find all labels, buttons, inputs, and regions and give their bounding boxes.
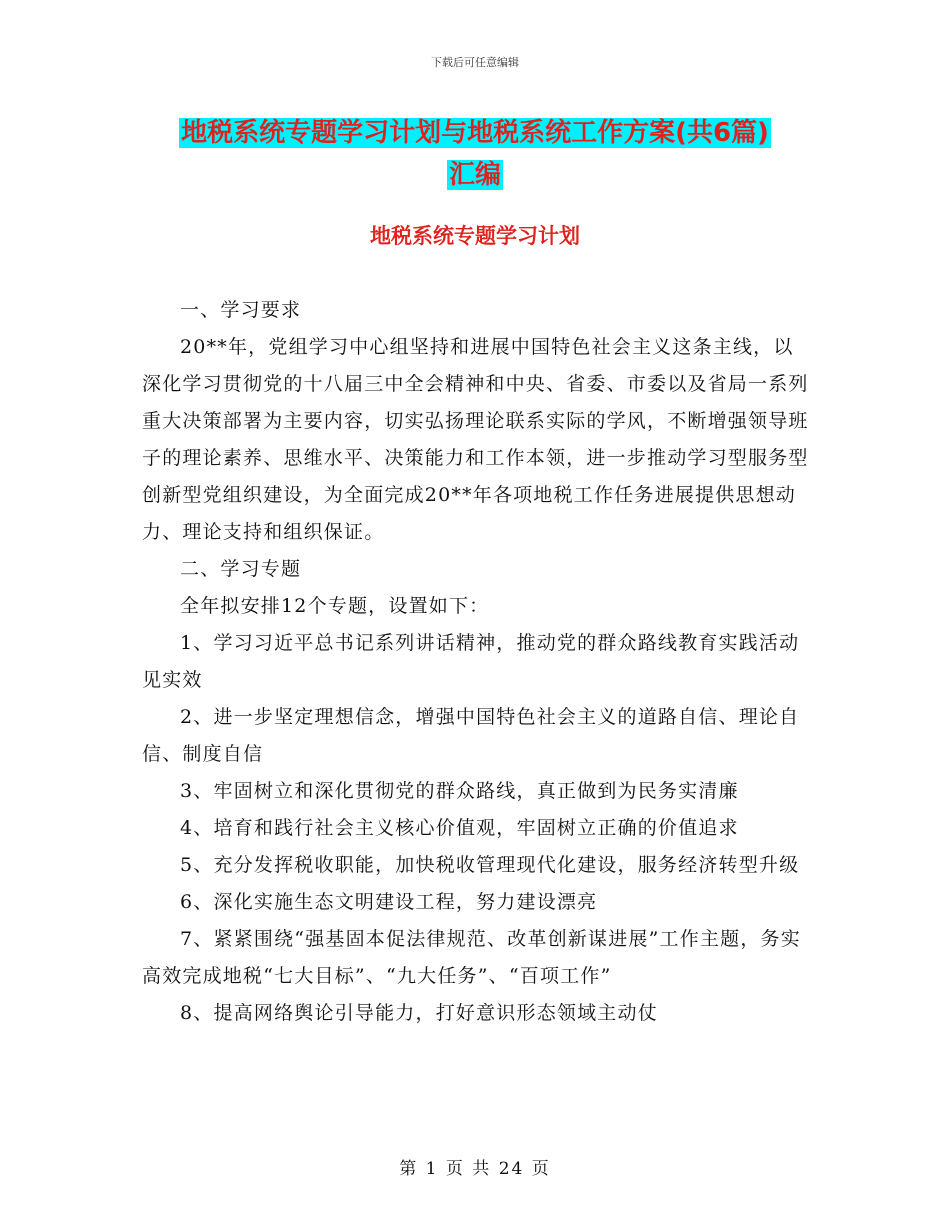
list-item: 7、紧紧围绕“强基固本促法律规范、改革创新谋进展”工作主题，务实高效完成地税“七大目标”、“九大任务”、“百项工作” — [142, 928, 801, 987]
document-title-line-2: 汇编 — [448, 160, 501, 190]
document-title — [0, 112, 950, 196]
list-item: 5、充分发挥税收职能，加快税收管理现代化建设，服务经济转型升级 — [180, 854, 800, 876]
section-title: 地税系统专题学习计划 — [370, 224, 580, 248]
paragraph-heading-requirements: 一、学习要求 — [180, 299, 302, 321]
list-item: 2、进一步坚定理想信念，增强中国特色社会主义的道路自信、理论自信、制度自信 — [142, 706, 800, 765]
list-item: 3、牢固树立和深化贯彻党的群众路线，真正做到为民务实清廉 — [180, 780, 739, 802]
paragraph-requirements: 20**年，党组学习中心组坚持和进展中国特色社会主义这条主线，以深化学习贯彻党的十八届三中全会精神和中央、省委、市委以及省局一系列重大决策部署为主要内容，切实弘扬理论联系实际的学风，不断增强领导班子的理论素养、思维水平、决策能力和工作本领，进一步推动学习型服务型创新型党组织建设，为全面完成20**年各项地税工作任务进展提供思想动力、理论支持和组织保证。 — [142, 336, 809, 543]
list-item: 8、提高网络舆论引导能力，打好意识形态领域主动仗 — [180, 1002, 658, 1024]
paragraph-heading-topics: 二、学习专题 — [180, 558, 302, 580]
list-item: 4、培育和践行社会主义核心价值观，牢固树立正确的价值追求 — [180, 817, 739, 839]
document-title-line-1: 地税系统专题学习计划与地税系统工作方案(共6篇) — [181, 118, 769, 148]
header-note: 下载后可任意编辑 — [431, 56, 519, 69]
list-item: 6、深化实施生态文明建设工程，努力建设漂亮 — [180, 891, 598, 913]
paragraph-topics-intro: 全年拟安排12个专题，设置如下： — [180, 595, 490, 617]
document-body — [142, 292, 812, 1032]
list-item: 1、学习习近平总书记系列讲话精神，推动党的群众路线教育实践活动见实效 — [142, 632, 800, 691]
page-footer: 第 1 页 共 24 页 — [399, 1159, 551, 1179]
